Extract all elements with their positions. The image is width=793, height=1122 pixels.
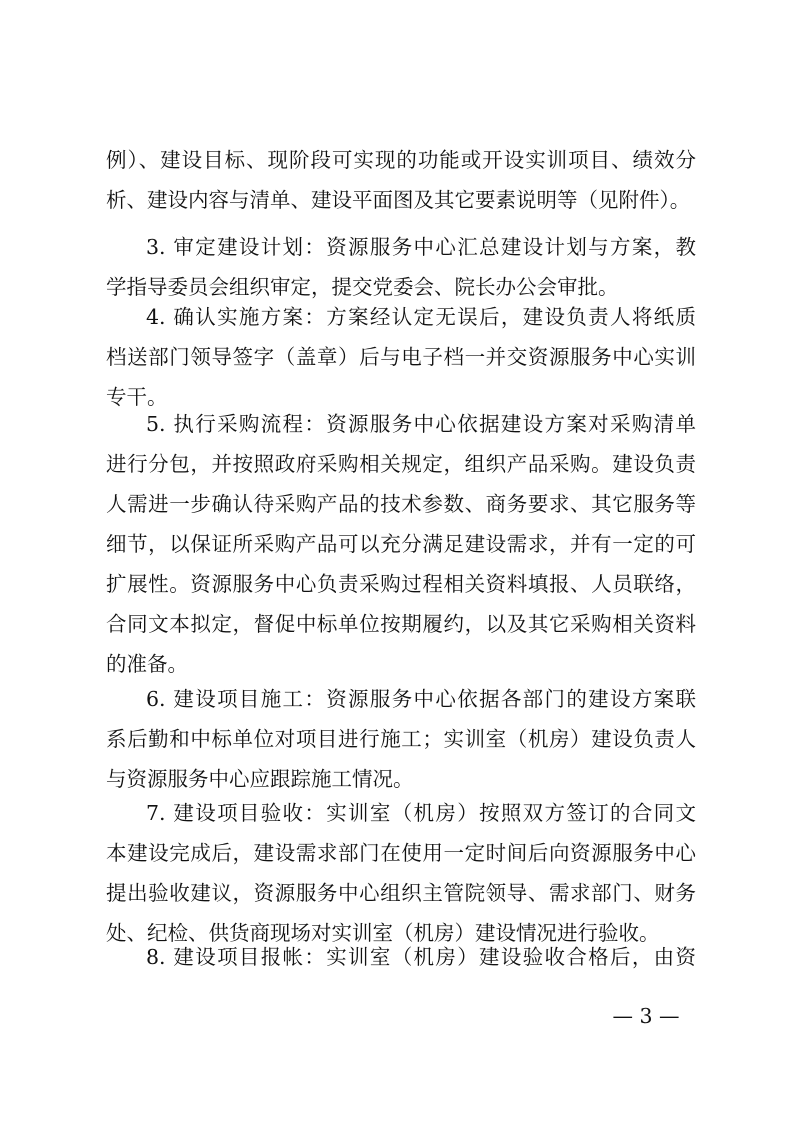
paragraph-line: 学指导委员会组织审定，提交党委会、院长办公会审批。 bbox=[106, 275, 619, 299]
paragraph-line: 4. 确认实施方案：方案经认定无误后，建设负责人将纸质 bbox=[146, 305, 696, 329]
paragraph-line: 人需进一步确认待采购产品的技术参数、商务要求、其它服务等 bbox=[106, 492, 696, 516]
paragraph-line: 处、纪检、供货商现场对实训室（机房）建设情况进行验收。 bbox=[106, 921, 660, 945]
paragraph-line: 档送部门领导签字（盖章）后与电子档一并交资源服务中心实训 bbox=[106, 345, 696, 369]
paragraph-line: 7. 建设项目验收：实训室（机房）按照双方签订的合同文 bbox=[146, 801, 696, 825]
page-number: — 3 — bbox=[612, 1004, 680, 1028]
paragraph-line: 合同文本拟定，督促中标单位按期履约，以及其它采购相关资料 bbox=[106, 612, 696, 636]
paragraph-line: 的准备。 bbox=[106, 652, 188, 676]
paragraph-line: 与资源服务中心应跟踪施工情况。 bbox=[106, 767, 414, 791]
paragraph-line: 细节，以保证所采购产品可以充分满足建设需求，并有一定的可 bbox=[106, 532, 696, 556]
paragraph-line: 专干。 bbox=[106, 385, 168, 409]
paragraph-line: 系后勤和中标单位对项目进行施工；实训室（机房）建设负责人 bbox=[106, 727, 696, 751]
paragraph-line: 析、建设内容与清单、建设平面图及其它要素说明等（见附件）。 bbox=[106, 188, 691, 212]
paragraph-line: 6. 建设项目施工：资源服务中心依据各部门的建设方案联 bbox=[146, 687, 696, 711]
paragraph-line: 例）、建设目标、现阶段可实现的功能或开设实训项目、绩效分 bbox=[106, 148, 696, 172]
paragraph-line: 提出验收建议，资源服务中心组织主管院领导、需求部门、财务 bbox=[106, 881, 696, 905]
paragraph-line: 进行分包，并按照政府采购相关规定，组织产品采购。建设负责 bbox=[106, 452, 696, 476]
paragraph-line: 5. 执行采购流程：资源服务中心依据建设方案对采购清单 bbox=[146, 412, 696, 436]
paragraph-line: 3. 审定建设计划：资源服务中心汇总建设计划与方案，教 bbox=[146, 235, 696, 259]
paragraph-line: 扩展性。资源服务中心负责采购过程相关资料填报、人员联络， bbox=[106, 572, 696, 596]
paragraph-line: 8. 建设项目报帐：实训室（机房）建设验收合格后，由资 bbox=[146, 945, 696, 969]
paragraph-line: 本建设完成后，建设需求部门在使用一定时间后向资源服务中心 bbox=[106, 841, 696, 865]
